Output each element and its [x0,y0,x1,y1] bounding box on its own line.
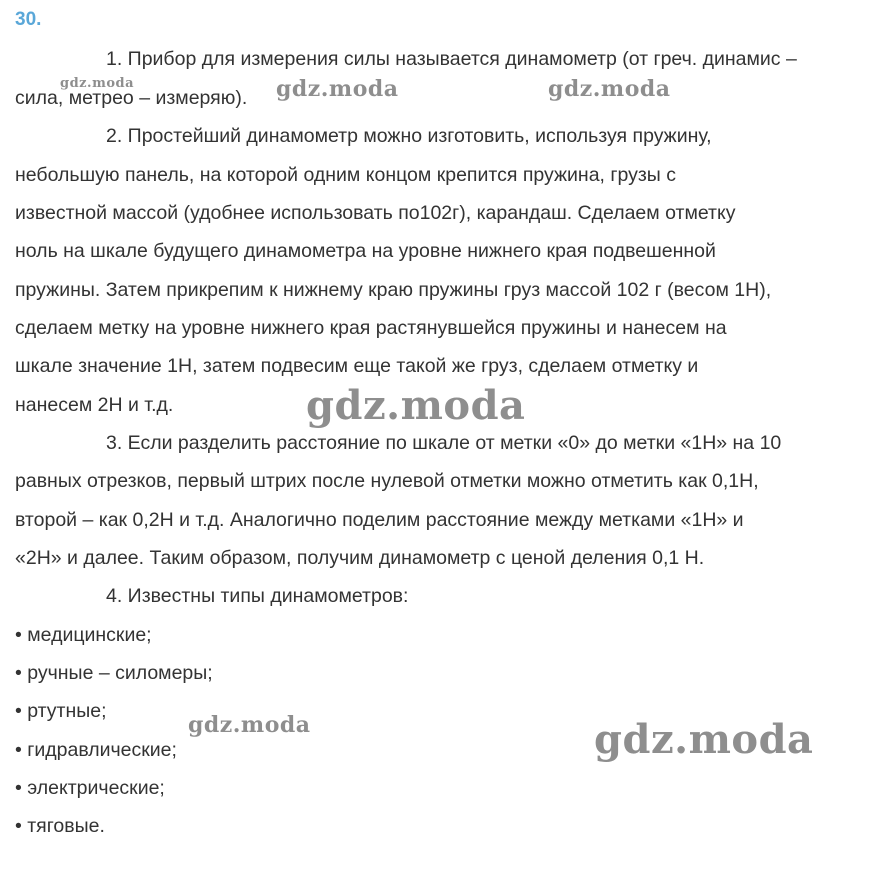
task-number: 30. [15,9,42,30]
watermark-bottom-left: gdz.moda [188,712,311,738]
paragraph-2-line-7: шкале значение 1Н, затем подвесим еще такой же груз, сделаем отметку и [15,355,699,377]
paragraph-2-line-1: 2. Простейший динамометр можно изготовить, используя пружину, [106,125,712,147]
watermark-bottom-right: gdz.moda [594,716,814,763]
paragraph-1-line-2: сила, метрео – измеряю). [15,87,248,109]
list-item-hydraulic: • гидравлические; [15,739,177,761]
watermark-small: gdz.moda [60,76,135,91]
paragraph-1-line-1: 1. Прибор для измерения силы называется динамометр (от греч. динамис – [106,48,797,70]
paragraph-3-line-4: «2Н» и далее. Таким образом, получим динамометр с ценой деления 0,1 Н. [15,547,705,569]
watermark-top-right: gdz.moda [548,76,671,102]
paragraph-3-line-3: второй – как 0,2Н и т.д. Аналогично поделим расстояние между метками «1Н» и [15,509,744,531]
list-item-medical: • медицинские; [15,624,152,646]
paragraph-2-line-2: небольшую панель, на которой одним концом крепится пружина, грузы с [15,164,676,186]
paragraph-2-line-5: пружины. Затем прикрепим к нижнему краю пружины груз массой 102 г (весом 1Н), [15,279,772,301]
watermark-center: gdz.moda [306,382,526,429]
paragraph-2-line-4: ноль на шкале будущего динамометра на уровне нижнего края подвешенной [15,240,716,262]
watermark-top-left: gdz.moda [276,76,399,102]
list-item-traction: • тяговые. [15,815,105,837]
paragraph-2-line-6: сделаем метку на уровне нижнего края растянувшейся пружины и нанесем на [15,317,727,339]
list-item-electric: • электрические; [15,777,165,799]
paragraph-3-line-1: 3. Если разделить расстояние по шкале от метки «0» до метки «1Н» на 10 [106,432,782,454]
list-item-mercury: • ртутные; [15,700,107,722]
paragraph-2-line-8: нанесем 2Н и т.д. [15,394,174,416]
list-item-manual: • ручные – силомеры; [15,662,213,684]
paragraph-4-line-1: 4. Известны типы динамометров: [106,585,409,607]
paragraph-3-line-2: равных отрезков, первый штрих после нулевой отметки можно отметить как 0,1Н, [15,470,759,492]
paragraph-2-line-3: известной массой (удобнее использовать по102г), карандаш. Сделаем отметку [15,202,736,224]
